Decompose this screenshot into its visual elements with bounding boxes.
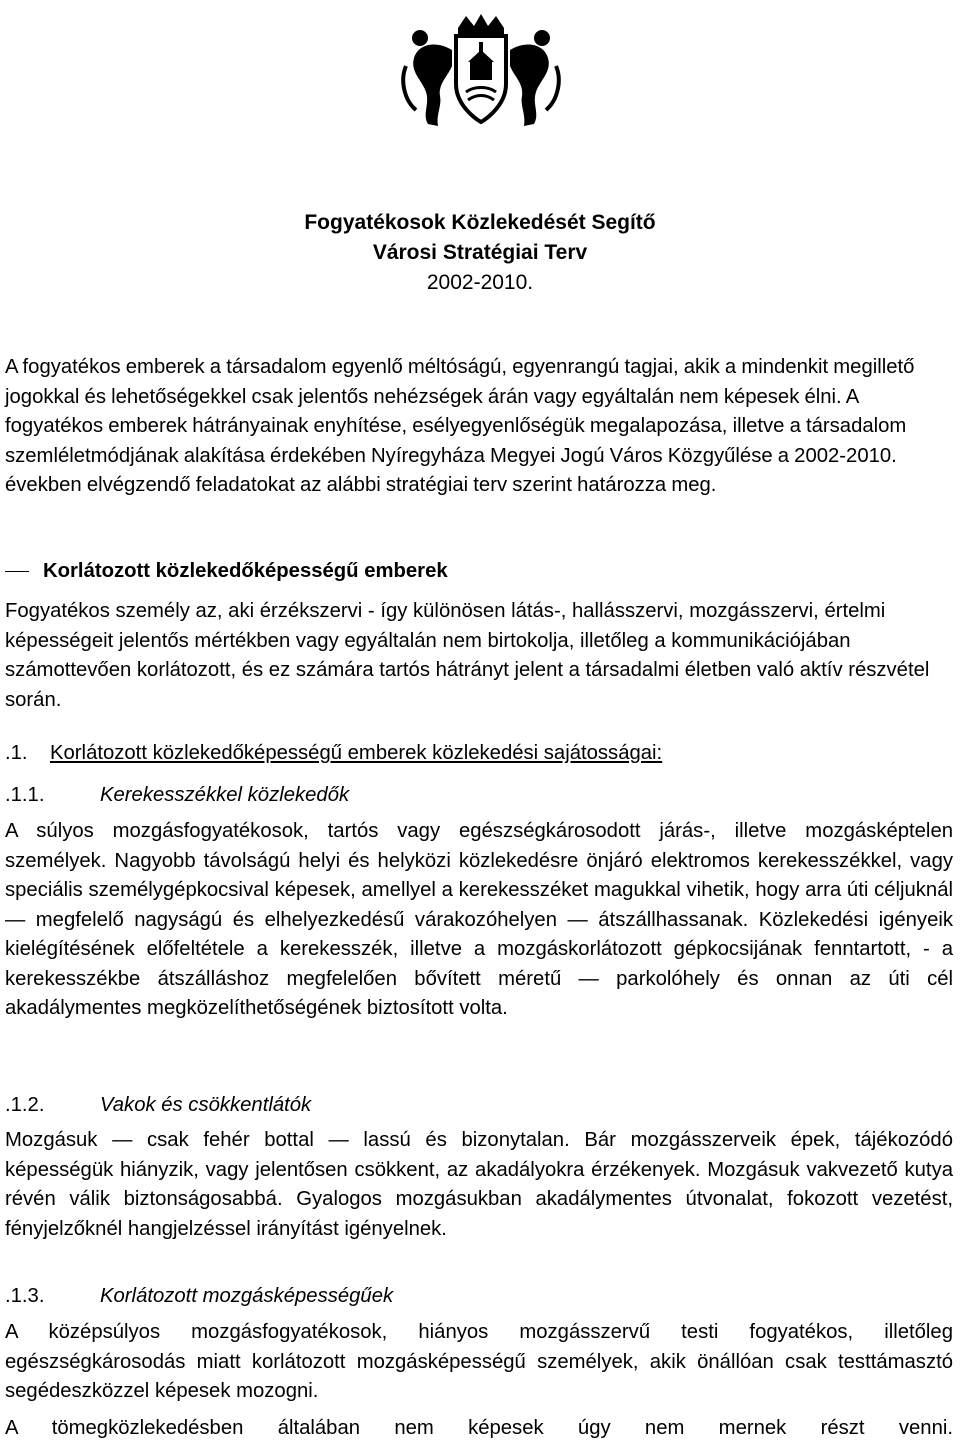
subsection-1-1-text: A súlyos mozgásfogyatékosok, tartós vagy egészségkárosodott járás-, illetve mozgásképtelen személyek. Nagyobb távolságú helyi és helyközi közlekedésre önjáró elektromos kerekesszékkel, vagy speciális személygépkocsival képesek, amellyel a kerekesszéket magukkal vihetik, hogy arra úti céljuknál — megfelelő nagyságú és elhelyezkedésű várakozóhelyen — átszállhassanak. Közlekedési igényeik kielégítésének előfeltétele a kerekesszék, illetve a mozgáskorlátozott gépkocsijának fenntartott, - a kerekesszékbe átszálláshoz megfelelően bővített méretű — parkolóhely és onnan az úti cél akadálymentes megközelíthetőségének biztosított volta. — [5, 820, 953, 1019]
subsection-1-2-title: Vakok és csökkentlátók — [100, 1094, 312, 1116]
intro-paragraph: A fogyatékos emberek a társadalom egyenlő méltóságú, egyenrangú tagjai, akik a mindenkit megillető jogokkal és lehetőségekkel csak jelentős nehézségek árán vagy egyáltalán nem képesek élni. A fogyatékos emberek hátrányainak enyhítése, esélyegyenlőségük megalapozása, illetve a társadalom szemléletmódjának alakítása érdekében Nyíregyháza Megyei Jogú Város Közgyűlése a 2002-2010. években elvégzendő feladatokat az alábbi stratégiai terv szerint határozza meg. — [5, 356, 915, 496]
subsection-1-3-number: .1.3. — [5, 1285, 45, 1307]
subsection-1-3-title: Korlátozott mozgásképességűek — [100, 1285, 394, 1307]
subsection-1-2-number: .1.2. — [5, 1094, 45, 1116]
document-title-line-2: Városi Stratégiai Terv — [372, 241, 588, 264]
subsection-1-1-title: Kerekesszékkel közlekedők — [100, 784, 350, 806]
section-heading — [5, 556, 448, 586]
definition-paragraph: Fogyatékos személy az, aki érzékszervi - így különösen látás-, hallásszervi, mozgásszervi, értelmi képességeit jelentős mértékben vagy egyáltalán nem birtokolja, illetőleg a kommunikációjában számottevően korlátozott, és ez számára tartós hátrányt jelent a társadalmi életben való aktív részvétel során. — [5, 600, 930, 711]
subsection-1-2-text: Mozgásuk — csak fehér bottal — lassú és bizonytalan. Bár mozgásszerveik épek, tájékozódó képességük hiányzik, vagy jelentősen csökkent, az akadályokra érzékenyek. Mozgásuk vakvezető kutya révén válik biztonságosabbá. Gyalogos mozgásukban akadálymentes útvonalat, fokozott vezetést, fényjelzőknél hangjelzéssel irányítást igényelnek. — [5, 1129, 953, 1240]
section-1-title: Korlátozott közlekedőképességű emberek közlekedési sajátosságai: — [50, 742, 663, 764]
section-1-number: .1. — [5, 742, 28, 764]
subsection-1-3-text: A középsúlyos mozgásfogyatékosok, hiányos mozgásszervű testi fogyatékos, illetőleg egészségkárosodás miatt korlátozott mozgásképességű személyek, akik önállóan csak testtámasztó segédeszközzel képesek mozogni. — [5, 1321, 953, 1402]
document-title-line-1: Fogyatékosok Közlekedését Segítő — [304, 211, 656, 234]
dash-marker — [5, 571, 29, 572]
subsection-1-1-number: .1.1. — [5, 784, 45, 806]
document-title-years: 2002-2010. — [426, 271, 534, 294]
city-coat-of-arms-logo — [396, 10, 566, 140]
subsection-1-3-text-2: A tömegközlekedésben általában nem képesek úgy nem mernek részt venni. — [5, 1417, 953, 1439]
section-heading-text: Korlátozott közlekedőképességű emberek — [43, 560, 448, 582]
